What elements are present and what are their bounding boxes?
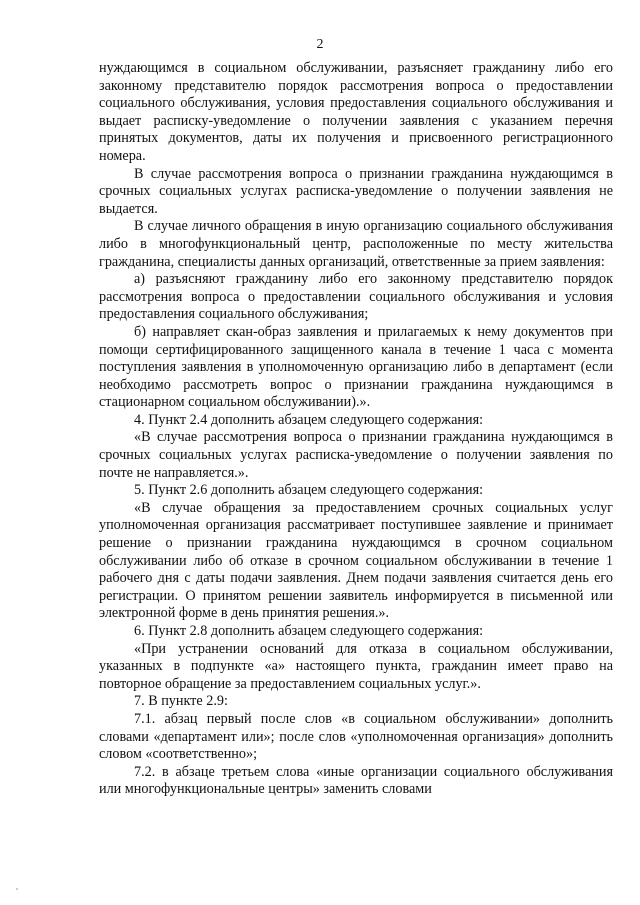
- paragraph: «В случае обращения за предоставлением срочных социальных услуг уполномоченная организация рассматривает поступившее заявление и принимает решение о признании гражданина нуждающимся в срочном социальном обслуживании либо об отказе в срочном социальном обслуживании в течение 1 рабочего дня с даты подачи заявления. Днем подачи заявления считается день его регистрации. О принятом решении заявитель информируется в письменной или электронной форме в день принятия решения.».: [99, 499, 613, 622]
- document-body: [99, 60, 613, 799]
- page-number: 2: [316, 37, 324, 52]
- paragraph: 7. В пункте 2.9:: [134, 693, 228, 710]
- paragraph: 7.2. в абзаце третьем слова «иные организации социального обслуживания или многофункциональные центры» заменить словами: [99, 763, 613, 798]
- paragraph: «В случае рассмотрения вопроса о признании гражданина нуждающимся в срочных социальных услугах расписка-уведомление о получении заявления по почте не направляется.».: [99, 429, 613, 481]
- paragraph: 5. Пункт 2.6 дополнить абзацем следующего содержания:: [134, 482, 484, 499]
- paragraph: «При устранении оснований для отказа в социальном обслуживании, указанных в подпункте «а» настоящего пункта, гражданин имеет право на повторное обращение за предоставлением социальных услуг.».: [99, 640, 613, 692]
- paragraph: б) направляет скан-образ заявления и прилагаемых к нему документов при помощи сертифицированного защищенного канала в течение 1 часа с момента поступления заявления в уполномоченную организацию либо в департамент (если необходимо рассмотреть вопрос о признании гражданина нуждающимся в стационарном социальном обслуживании).».: [99, 323, 613, 411]
- paragraph-continuation: нуждающимся в социальном обслуживании, разъясняет гражданину либо его законному представителю порядок рассмотрения вопроса о предоставлении социального обслуживания, условия предоставления социального обслуживания и выдает расписку-уведомление о получении заявления с указанием перечня принятых документов, даты их получения и присвоенного регистрационного номера.: [99, 60, 613, 164]
- scan-dot: [16, 888, 18, 890]
- paragraph: 6. Пункт 2.8 дополнить абзацем следующего содержания:: [134, 623, 484, 639]
- paragraph: 7.1. абзац первый после слов «в социальном обслуживании» дополнить словами «департамент или»; после слов «уполномоченная организация» дополнить словом «соответственно»;: [99, 710, 613, 763]
- paragraph: В случае рассмотрения вопроса о признании гражданина нуждающимся в срочных социальных услугах расписка-уведомление о получении заявления не выдается.: [99, 165, 613, 217]
- paragraph: В случае личного обращения в иную организацию социального обслуживания либо в многофункциональный центр, расположенные по месту жительства гражданина, специалисты данных организаций, ответственные за прием заявления:: [99, 218, 613, 270]
- paragraph: а) разъясняют гражданину либо его законному представителю порядок рассмотрения вопроса о предоставлении социального обслуживания и условия предоставления социального обслуживания;: [99, 271, 613, 323]
- paragraph: 4. Пункт 2.4 дополнить абзацем следующего содержания:: [134, 411, 484, 428]
